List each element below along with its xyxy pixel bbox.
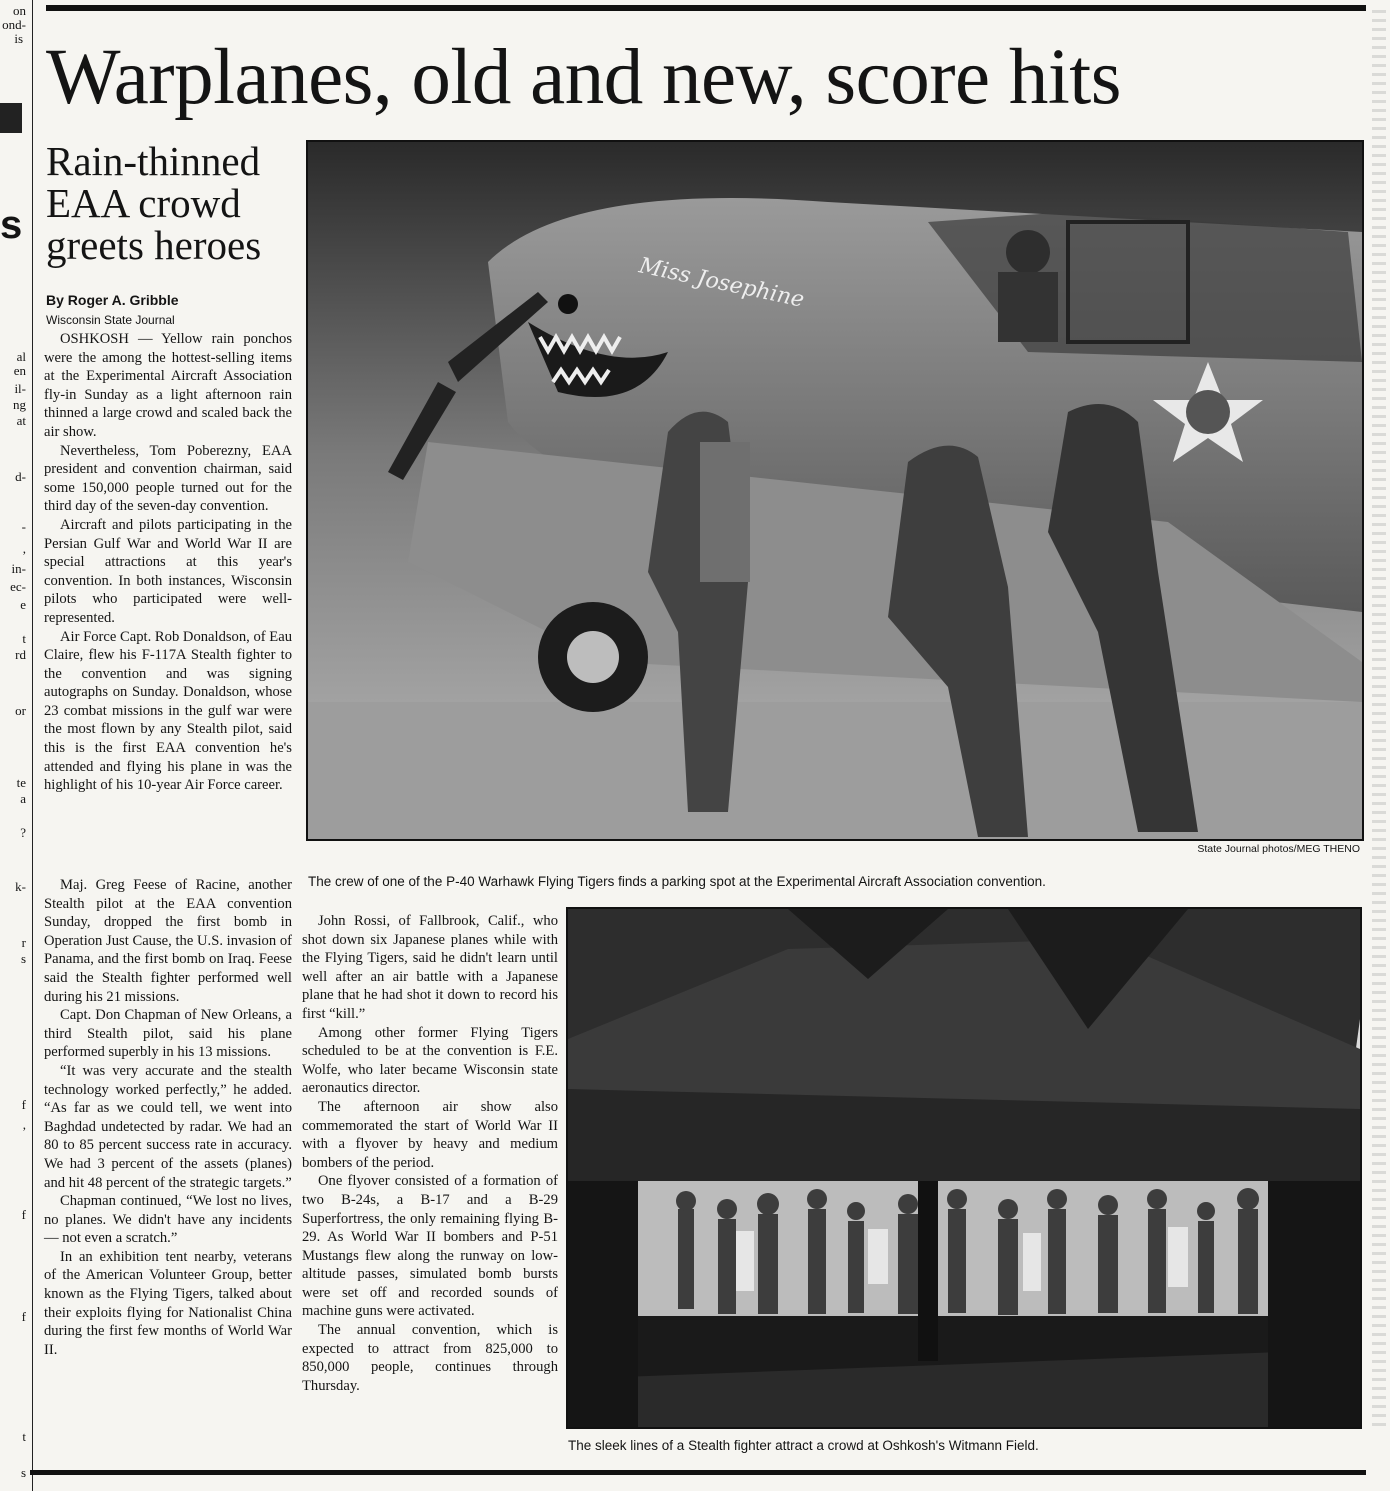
top-rule: [46, 5, 1366, 11]
paragraph: Air Force Capt. Rob Donaldson, of Eau Claire, flew his F-117A Stealth fighter to the convention and was signing autographs on Sunday. Donaldson, whose 23 combat missions in the gulf war were the most flown by any Stealth pilot, said this is the first EAA convention he's attended and flying his plane in was the highlight of his 10-year Air Force career.: [44, 628, 292, 794]
paragraph: “It was very accurate and the stealth technology worked perfectly,” he added. “As far as we could tell, we went into Baghdad undetected by radar. We had an 80 to 85 percent success rate in accuracy. We had 3 percent of the assets (planes) and hit 48 percent of the strategic targets.”: [44, 1062, 292, 1191]
gutter-text: or: [15, 703, 26, 718]
photo-caption: The sleek lines of a Stealth fighter attract a crowd at Oshkosh's Witmann Field.: [568, 1438, 1039, 1453]
paragraph: Chapman continued, “We lost no lives, no planes. We didn't have any incidents — not even a scratch.”: [44, 1193, 292, 1247]
gutter-text: d-: [15, 469, 26, 484]
paragraph: Maj. Greg Feese of Racine, another Stealth pilot at the EAA convention Sunday, dropped the first bomb in Operation Just Cause, the U.S. invasion of Panama, and the first bomb on Iraq. Feese said the Stealth fighter performed well during his 21 missions.: [44, 877, 292, 1005]
paragraph: Among other former Flying Tigers scheduled to be at the convention is F.E. Wolfe, who later became Wisconsin state aeronautics director.: [302, 1024, 558, 1097]
gutter-text: en: [13, 363, 26, 378]
paragraph: Capt. Don Chapman of New Orleans, a third Stealth pilot, said his plane performed superbly in his 13 missions.: [44, 1007, 292, 1061]
gutter-text: ,: [22, 541, 26, 556]
margin-bleed: [1372, 10, 1386, 1430]
gutter-text: is: [14, 31, 23, 46]
article-column-1-bottom: [44, 876, 292, 1359]
gutter-big-letter: s: [0, 203, 23, 247]
gutter-text: e: [20, 597, 26, 612]
paragraph: Nevertheless, Tom Poberezny, EAA president and convention chairman, said some 150,000 people turned out for the third day of the seven-day convention.: [44, 442, 292, 515]
gutter-text: te: [16, 775, 26, 790]
article-column-1-top: [44, 330, 292, 795]
p40-warhawk-photo: [306, 140, 1364, 841]
gutter-text: s: [20, 951, 26, 966]
gutter-text: at: [16, 413, 26, 428]
byline-credit: Wisconsin State Journal: [46, 313, 175, 327]
paragraph: The afternoon air show also commemorated the start of World War II with a flyover by heavy and medium bombers of the period.: [302, 1098, 558, 1171]
headline: Warplanes, old and new, score hits: [46, 34, 1121, 121]
gutter-text: f: [21, 1309, 26, 1324]
byline: By Roger A. Gribble: [46, 292, 179, 308]
gutter-text: ,: [22, 1117, 26, 1132]
gutter-text: a: [20, 791, 26, 806]
paragraph: John Rossi, of Fallbrook, Calif., who shot down six Japanese planes while with the Flying Tigers, said he didn't learn until well after an air battle with a Japanese plane that he had shot it down to record his first “kill.”: [302, 913, 558, 1022]
gutter-text: in-: [11, 561, 26, 576]
paragraph: Aircraft and pilots participating in the Persian Gulf War and World War II are special attractions at this year's convention. In both instances, Wisconsin pilots who participated were well-represented.: [44, 516, 292, 626]
photo-caption: The crew of one of the P-40 Warhawk Flying Tigers finds a parking spot at the Experimental Aircraft Association convention.: [308, 874, 1046, 889]
gutter-text: il-: [14, 381, 26, 396]
paragraph: The annual convention, which is expected to attract from 825,000 to 850,000 people, continues through Thursday.: [302, 1322, 558, 1394]
gutter-text: s: [20, 1465, 26, 1480]
stealth-fighter-photo: [566, 907, 1362, 1429]
gutter-text: -: [21, 519, 26, 534]
gutter-block: [0, 103, 22, 133]
gutter-text: ?: [20, 825, 26, 840]
paragraph: OSHKOSH — Yellow rain ponchos were the among the hottest-selling items at the Experimental Aircraft Association fly-in Sunday as a light afternoon rain thinned a large crowd and scaled back the air show.: [44, 331, 292, 440]
article-column-2: [302, 912, 558, 1395]
gutter-text: al: [16, 349, 26, 364]
gutter-text: ng: [13, 397, 26, 412]
adjacent-column-fragment: [0, 0, 33, 1491]
paragraph: In an exhibition tent nearby, veterans of the American Volunteer Group, better known as the Flying Tigers, talked about their exploits flying for Nationalist China during the first few months of World War II.: [44, 1248, 292, 1358]
deck-headline: Rain-thinned EAA crowd greets heroes: [46, 138, 262, 268]
gutter-text: t: [22, 1429, 26, 1444]
gutter-text: rd: [15, 647, 26, 662]
gutter-text: r: [21, 935, 26, 950]
gutter-text: k-: [15, 879, 26, 894]
nose-art-text: Miss Josephine: [636, 253, 807, 313]
gutter-text: f: [21, 1207, 26, 1222]
gutter-text: f: [21, 1097, 26, 1112]
paragraph: One flyover consisted of a formation of two B-24s, a B-17 and a B-29 Superfortress, the only remaining flying B-29. As World War II bombers and P-51 Mustangs flew along the runway on low-altitude passes, simulated bomb bursts were set off and recorded sounds of machine guns were activated.: [302, 1173, 558, 1320]
gutter-text: on: [13, 3, 26, 18]
photo-credit: State Journal photos/MEG THENO: [1197, 843, 1360, 855]
bottom-rule: [30, 1470, 1366, 1475]
gutter-text: ond-: [2, 17, 26, 32]
gutter-text: t: [22, 631, 26, 646]
gutter-text: ec-: [10, 579, 26, 594]
